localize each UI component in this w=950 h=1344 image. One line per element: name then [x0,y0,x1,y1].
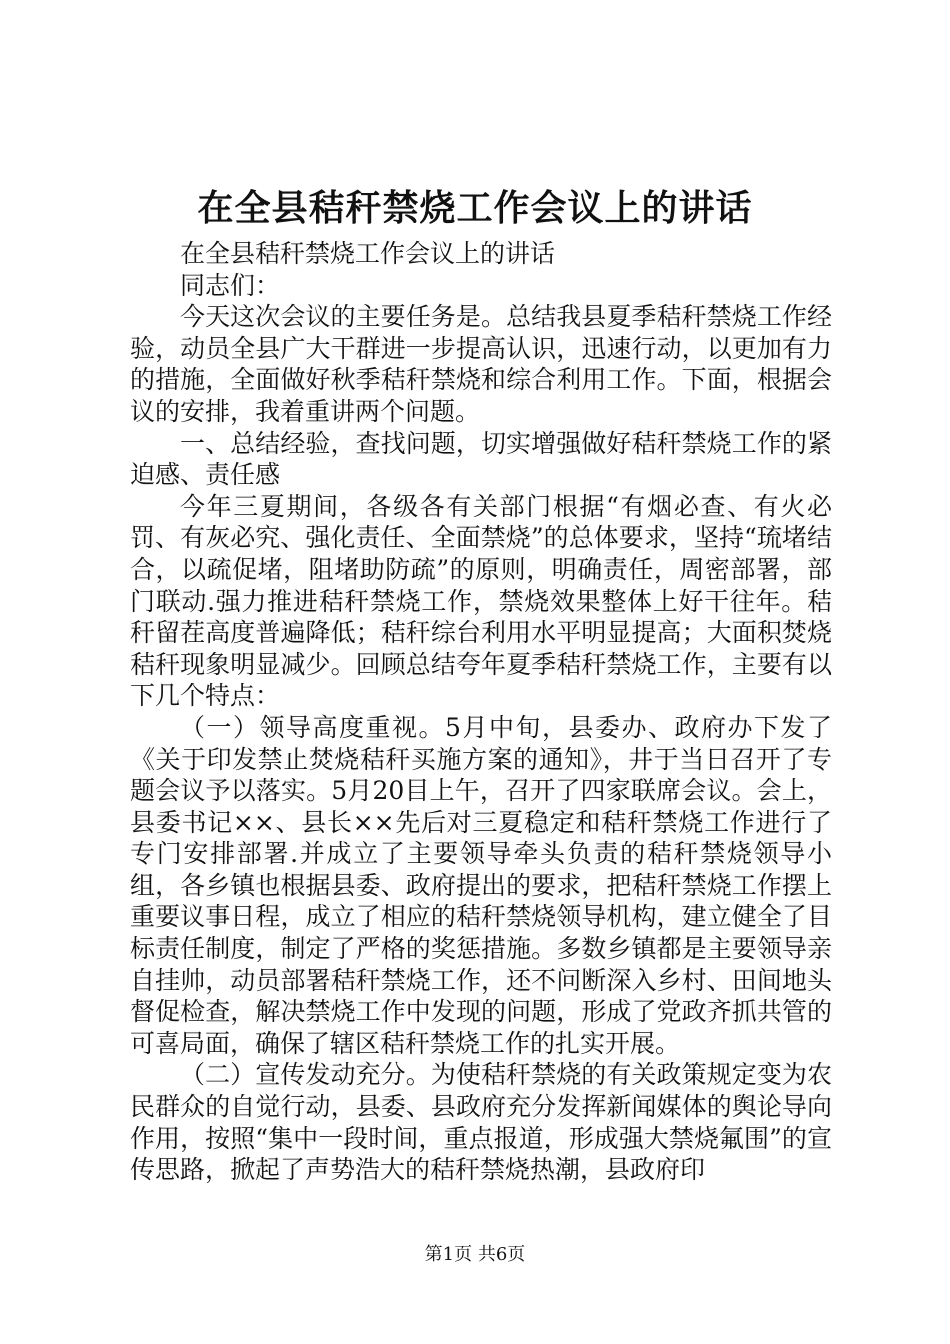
document-body [130,238,832,1186]
document-title: 在全县秸秆禁烧工作会议上的讲话 [197,188,753,229]
page-number-footer: 第1页 共6页 [424,1244,526,1265]
body-paragraph-heading-repeat: 在全县秸秆禁烧工作会议上的讲话 [180,239,556,268]
body-paragraph-salutation: 同志们： [180,270,281,300]
body-paragraph: （二）宣传发动充分。为使秸秆禁烧的有关政策规定变为农民群众的自觉行动，县委、县政府充分发挥新闻媒体的舆论导向作用，按照“集中一段时间，重点报道，形成强大禁烧氟围”的宣传思路，掀起了声势浩大的秸秆禁烧热潮，县政府印 [130,1060,832,1185]
body-paragraph: 今天这次会议的主要任务是。总结我县夏季秸秆禁烧工作经验，动员全县广大干群进一步提高认识，迅速行动，以更加有力的措施，全面做好秋季秸秆禁烧和综合利用工作。下面，根据会议的安排，我着重讲两个问题。 [130,302,832,426]
body-paragraph: （一）领导高度重视。5月中旬，县委办、政府办下发了《关于印发禁止焚烧秸秆买施方案的通知》，井于当日召开了专题会议予以落实。5月20目上午，召开了四家联席会议。会上，县委书记××、县长××先后对三夏稳定和秸秆禁烧工作进行了专门安排部署.并成立了主要领导牵头负责的秸秆禁烧领导小组，各乡镇也根据县委、政府提出的要求，把秸秆禁烧工作摆上重要议事日程，成立了相应的秸秆禁烧领导机构，建立健全了目标责任制度，制定了严格的奖惩措施。多数乡镇都是主要领导亲自挂帅，动员部署秸秆禁烧工作，还不问断深入乡村、田间地头督促检查，解决禁烧工作中发现的问题，形成了党政齐抓共管的可喜局面，确保了辖区秸秆禁烧工作的扎实开展。 [130,712,832,1058]
body-paragraph: 今年三夏期间，各级各有关部门根据“有烟必查、有火必罚、有灰必究、强化责任、全面禁烧”的总体要求，坚持“琉堵结合，以疏促堵，阻堵助防疏”的原则，明确责任，周密部署，部门联动.强力推进秸秆禁烧工作，禁烧效果整体上好干往年。秸秆留茬高度普遍降低；秸秆综台利用水平明显提高；大面积焚烧秸秆现象明显减少。回顾总结夸年夏季秸秆禁烧工作，主要有以下几个特点： [130,491,832,711]
section-heading: 一、总结经验，查找问题，切实增强做好秸秆禁烧工作的紧迫感、责任感 [130,428,832,490]
